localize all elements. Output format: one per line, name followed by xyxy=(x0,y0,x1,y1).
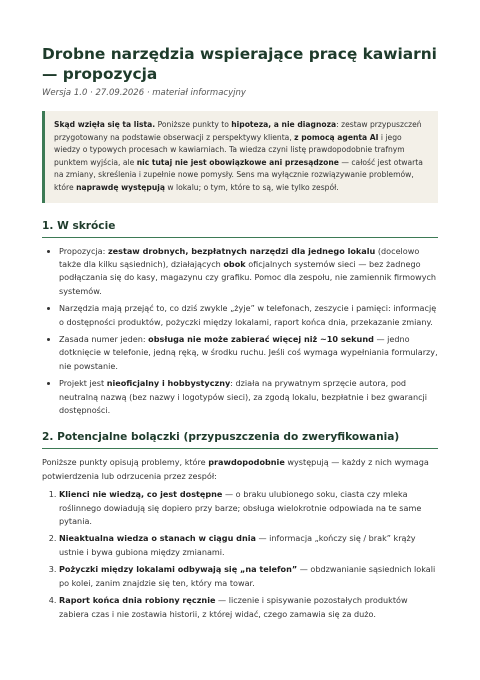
list-item: 3. Pożyczki między lokalami odbywają się „na telefon” — obdzwanianie sąsiednich lokali po kolei, zanim znajdzie się ten, który ma towar. xyxy=(59,563,438,590)
info-callout-text: Skąd wzięła się ta lista. Poniższe punkty to hipoteza, a nie diagnoza: zestaw przypuszczeń przygotowany na podstawie obserwacji z perspektywy klienta, z pomocą agenta AI i jego wiedzy o typowych procesach w kawiarniach. Ta wiedza czyni listę prawdopodobnie trafnym punktem wyjścia, ale nic tutaj nie jest obowiązkowe ani przesądzone — całość jest otwarta na zmiany, skreślenia i zupełnie nowe pomysły. Sens ma wyłącznie rozwiązywanie problemów, które naprawdę występują w lokalu; o tym, które to są, wie tylko zespół. xyxy=(54,120,423,192)
list-item: 2. Nieaktualna wiedza o stanach w ciągu dnia — informacja „kończy się / brak” krąży ustnie i bywa gubiona między zmianami. xyxy=(59,532,438,559)
list-item: • Narzędzia mają przejąć to, co dziś zwykle „żyje” w telefonach, zeszycie i pamięci: informację o dostępności produktów, pożyczki między lokalami, raport końca dnia, przekazanie zmiany. xyxy=(59,302,438,329)
emphasis-text: Nieaktualna wiedza o stanach w ciągu dnia xyxy=(59,533,256,544)
section-heading-pain-points: 2. Potencjalne bolączki (przypuszczenia do zweryfikowania) xyxy=(42,431,438,449)
section-pain-points xyxy=(42,431,438,620)
pain-points-list xyxy=(42,488,438,621)
emphasis-text: Raport końca dnia robiony ręcznie xyxy=(59,595,216,606)
emphasis-text: z pomocą agenta AI xyxy=(294,132,379,142)
emphasis-text: Klienci nie wiedzą, co jest dostępne xyxy=(59,489,223,500)
emphasis-text: nieoficjalny i hobbystyczny xyxy=(106,378,231,389)
info-callout xyxy=(42,111,438,203)
summary-list xyxy=(42,245,438,418)
section-intro: Poniższe punkty opisują problemy, które prawdopodobnie występują — każdy z nich wymaga potwierdzenia lub odrzucenia przez zespół: xyxy=(42,457,429,481)
emphasis-text: Pożyczki między lokalami odbywają się „na telefon” xyxy=(59,564,298,575)
list-item: 4. Raport końca dnia robiony ręcznie — liczenie i spisywanie pozostałych produktów zabiera czas i nie zostawia historii, z której widać, czego zamawia się za dużo. xyxy=(59,594,438,621)
emphasis-text: Skąd wzięła się ta lista. xyxy=(54,120,156,129)
list-item: • Propozycja: zestaw drobnych, bezpłatnych narzędzi dla jednego lokalu (docelowo także dla kilku sąsiednich), działających obok oficjalnych systemów sieci — bez żadnego podłączania się do kasy, magazynu czy grafiku. Pomoc dla zespołu, nie zamiennik firmowych systemów. xyxy=(59,245,438,299)
section-summary xyxy=(42,220,438,418)
list-item: • Zasada numer jeden: obsługa nie może zabierać więcej niż ~10 sekund — jedno dotknięcie w telefonie, jedną ręką, w środku ruchu. Jeśli coś wymaga wypełniania formularzy, nie powstanie. xyxy=(59,333,438,373)
emphasis-text: prawdopodobnie xyxy=(208,457,285,468)
document-title: Drobne narzędzia wspierające pracę kawiarni — propozycja xyxy=(42,45,437,83)
emphasis-text: hipoteza, a nie diagnoza xyxy=(231,120,337,129)
emphasis-text: naprawdę występują xyxy=(76,182,165,192)
emphasis-text: obok xyxy=(223,258,246,269)
list-item: 1. Klienci nie wiedzą, co jest dostępne — o braku ulubionego soku, ciasta czy mleka roślinnego dowiadują się dopiero przy barze; obsługa wielokrotnie odpowiada na te same pytania. xyxy=(59,488,438,528)
section-heading-summary: 1. W skrócie xyxy=(42,220,438,238)
document-meta: Wersja 1.0 · 27.09.2026 · materiał informacyjny xyxy=(42,88,246,98)
list-item: • Projekt jest nieoficjalny i hobbystyczny: działa na prywatnym sprzęcie autora, pod neutralną nazwą (bez nazwy i logotypów sieci), za zgodą lokalu, bezpłatnie i bez gwarancji dostępności. xyxy=(59,377,438,417)
emphasis-text: obsługa nie może zabierać więcej niż ~10 sekund xyxy=(148,334,374,344)
emphasis-text: zestaw drobnych, bezpłatnych narzędzi dla jednego lokalu xyxy=(107,245,376,256)
emphasis-text: nic tutaj nie jest obowiązkowe ani przesądzone xyxy=(136,157,339,167)
